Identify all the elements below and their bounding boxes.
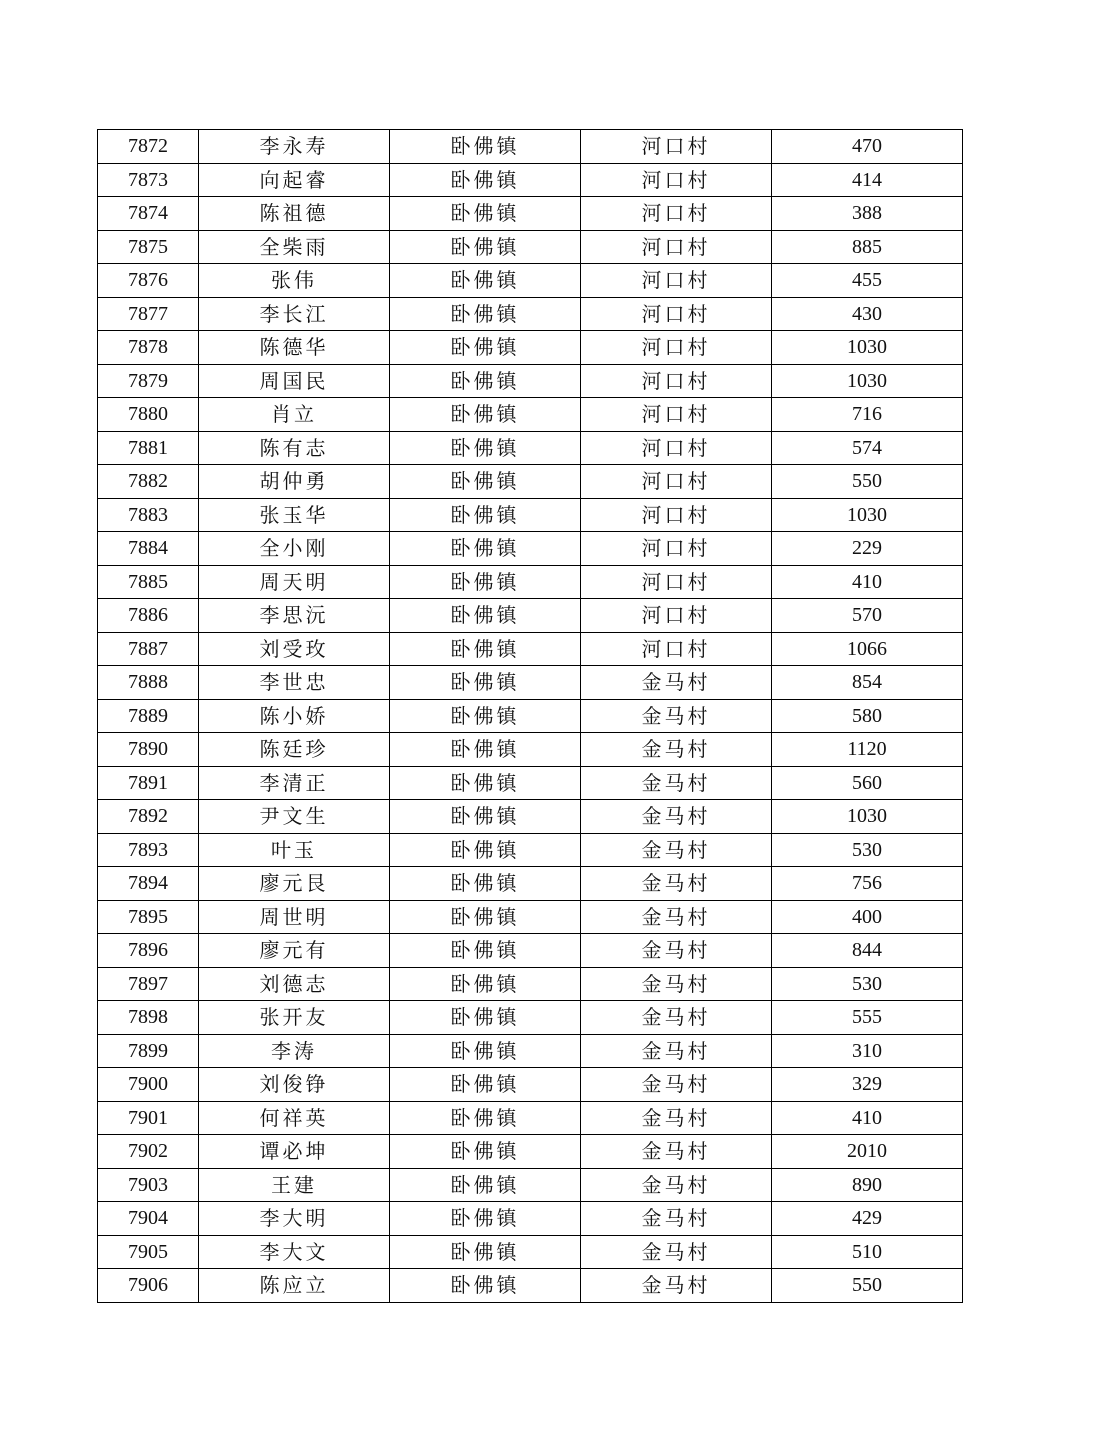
cell-amount: 410 [772, 565, 963, 599]
cell-amount: 1120 [772, 733, 963, 767]
cell-village: 金马村 [581, 1034, 772, 1068]
cell-town: 卧佛镇 [390, 532, 581, 566]
cell-amount: 530 [772, 833, 963, 867]
cell-name: 廖元有 [199, 934, 390, 968]
cell-town: 卧佛镇 [390, 130, 581, 164]
cell-amount: 388 [772, 197, 963, 231]
cell-village: 金马村 [581, 900, 772, 934]
cell-town: 卧佛镇 [390, 1269, 581, 1303]
table-row [98, 1202, 963, 1236]
table-row [98, 733, 963, 767]
cell-name: 张玉华 [199, 498, 390, 532]
cell-village: 金马村 [581, 733, 772, 767]
cell-amount: 455 [772, 264, 963, 298]
table-row [98, 1235, 963, 1269]
cell-id: 7904 [98, 1202, 199, 1236]
cell-amount: 555 [772, 1001, 963, 1035]
cell-id: 7875 [98, 230, 199, 264]
cell-name: 何祥英 [199, 1101, 390, 1135]
table-row [98, 599, 963, 633]
cell-village: 金马村 [581, 666, 772, 700]
cell-town: 卧佛镇 [390, 699, 581, 733]
cell-id: 7885 [98, 565, 199, 599]
cell-town: 卧佛镇 [390, 666, 581, 700]
cell-amount: 429 [772, 1202, 963, 1236]
cell-name: 谭必坤 [199, 1135, 390, 1169]
cell-village: 河口村 [581, 398, 772, 432]
table-row [98, 1101, 963, 1135]
cell-town: 卧佛镇 [390, 197, 581, 231]
cell-amount: 414 [772, 163, 963, 197]
cell-name: 李清正 [199, 766, 390, 800]
cell-town: 卧佛镇 [390, 632, 581, 666]
cell-name: 李大明 [199, 1202, 390, 1236]
cell-id: 7892 [98, 800, 199, 834]
cell-name: 尹文生 [199, 800, 390, 834]
cell-amount: 400 [772, 900, 963, 934]
cell-village: 河口村 [581, 532, 772, 566]
table-row [98, 1269, 963, 1303]
cell-amount: 574 [772, 431, 963, 465]
table-row [98, 1168, 963, 1202]
cell-id: 7902 [98, 1135, 199, 1169]
table-row [98, 1034, 963, 1068]
cell-village: 金马村 [581, 1101, 772, 1135]
cell-town: 卧佛镇 [390, 364, 581, 398]
cell-village: 金马村 [581, 1235, 772, 1269]
cell-village: 金马村 [581, 867, 772, 901]
cell-amount: 329 [772, 1068, 963, 1102]
cell-amount: 844 [772, 934, 963, 968]
cell-id: 7876 [98, 264, 199, 298]
cell-id: 7893 [98, 833, 199, 867]
cell-id: 7894 [98, 867, 199, 901]
cell-id: 7873 [98, 163, 199, 197]
cell-village: 河口村 [581, 599, 772, 633]
cell-id: 7872 [98, 130, 199, 164]
cell-name: 周世明 [199, 900, 390, 934]
cell-town: 卧佛镇 [390, 967, 581, 1001]
cell-name: 李大文 [199, 1235, 390, 1269]
cell-name: 肖立 [199, 398, 390, 432]
table-row [98, 331, 963, 365]
cell-amount: 410 [772, 1101, 963, 1135]
cell-name: 向起睿 [199, 163, 390, 197]
cell-name: 全柴雨 [199, 230, 390, 264]
cell-village: 河口村 [581, 565, 772, 599]
cell-town: 卧佛镇 [390, 565, 581, 599]
cell-id: 7901 [98, 1101, 199, 1135]
table-row [98, 1001, 963, 1035]
cell-amount: 1030 [772, 498, 963, 532]
cell-village: 河口村 [581, 197, 772, 231]
cell-id: 7884 [98, 532, 199, 566]
cell-amount: 716 [772, 398, 963, 432]
cell-name: 张开友 [199, 1001, 390, 1035]
cell-village: 河口村 [581, 431, 772, 465]
cell-id: 7878 [98, 331, 199, 365]
cell-amount: 310 [772, 1034, 963, 1068]
cell-id: 7905 [98, 1235, 199, 1269]
table-row [98, 800, 963, 834]
cell-village: 金马村 [581, 1202, 772, 1236]
cell-name: 陈有志 [199, 431, 390, 465]
cell-village: 河口村 [581, 465, 772, 499]
cell-id: 7888 [98, 666, 199, 700]
cell-id: 7891 [98, 766, 199, 800]
cell-id: 7877 [98, 297, 199, 331]
cell-town: 卧佛镇 [390, 1135, 581, 1169]
cell-town: 卧佛镇 [390, 833, 581, 867]
cell-id: 7903 [98, 1168, 199, 1202]
cell-name: 李涛 [199, 1034, 390, 1068]
cell-id: 7883 [98, 498, 199, 532]
table-row [98, 632, 963, 666]
cell-town: 卧佛镇 [390, 1202, 581, 1236]
cell-name: 王建 [199, 1168, 390, 1202]
cell-id: 7906 [98, 1269, 199, 1303]
cell-village: 金马村 [581, 833, 772, 867]
cell-id: 7897 [98, 967, 199, 1001]
table-row [98, 130, 963, 164]
table-row [98, 934, 963, 968]
cell-village: 河口村 [581, 498, 772, 532]
table-row [98, 900, 963, 934]
cell-village: 河口村 [581, 297, 772, 331]
cell-id: 7882 [98, 465, 199, 499]
cell-village: 金马村 [581, 1269, 772, 1303]
cell-amount: 756 [772, 867, 963, 901]
cell-name: 李永寿 [199, 130, 390, 164]
cell-name: 陈应立 [199, 1269, 390, 1303]
cell-id: 7874 [98, 197, 199, 231]
cell-name: 李长江 [199, 297, 390, 331]
cell-id: 7895 [98, 900, 199, 934]
cell-name: 周国民 [199, 364, 390, 398]
cell-name: 李思沅 [199, 599, 390, 633]
cell-amount: 530 [772, 967, 963, 1001]
cell-village: 金马村 [581, 1068, 772, 1102]
cell-id: 7879 [98, 364, 199, 398]
table-row [98, 867, 963, 901]
data-table [97, 129, 963, 1303]
cell-village: 河口村 [581, 163, 772, 197]
table-row [98, 197, 963, 231]
cell-town: 卧佛镇 [390, 1168, 581, 1202]
table-row [98, 666, 963, 700]
cell-amount: 1066 [772, 632, 963, 666]
cell-village: 河口村 [581, 632, 772, 666]
cell-id: 7886 [98, 599, 199, 633]
cell-amount: 550 [772, 1269, 963, 1303]
cell-name: 陈小娇 [199, 699, 390, 733]
table-row [98, 264, 963, 298]
cell-amount: 580 [772, 699, 963, 733]
cell-id: 7900 [98, 1068, 199, 1102]
cell-town: 卧佛镇 [390, 900, 581, 934]
cell-id: 7896 [98, 934, 199, 968]
cell-name: 刘受玫 [199, 632, 390, 666]
cell-village: 河口村 [581, 364, 772, 398]
cell-name: 周天明 [199, 565, 390, 599]
cell-name: 陈德华 [199, 331, 390, 365]
cell-town: 卧佛镇 [390, 733, 581, 767]
cell-amount: 430 [772, 297, 963, 331]
cell-amount: 570 [772, 599, 963, 633]
cell-town: 卧佛镇 [390, 398, 581, 432]
cell-village: 金马村 [581, 934, 772, 968]
cell-town: 卧佛镇 [390, 163, 581, 197]
cell-name: 叶玉 [199, 833, 390, 867]
cell-village: 河口村 [581, 331, 772, 365]
cell-town: 卧佛镇 [390, 431, 581, 465]
cell-amount: 229 [772, 532, 963, 566]
table-body [98, 130, 963, 1303]
cell-village: 金马村 [581, 699, 772, 733]
cell-name: 李世忠 [199, 666, 390, 700]
cell-town: 卧佛镇 [390, 498, 581, 532]
cell-village: 金马村 [581, 967, 772, 1001]
table-row [98, 398, 963, 432]
table-row [98, 465, 963, 499]
cell-amount: 2010 [772, 1135, 963, 1169]
cell-town: 卧佛镇 [390, 1068, 581, 1102]
cell-town: 卧佛镇 [390, 766, 581, 800]
cell-town: 卧佛镇 [390, 599, 581, 633]
cell-amount: 854 [772, 666, 963, 700]
cell-id: 7899 [98, 1034, 199, 1068]
cell-village: 河口村 [581, 264, 772, 298]
cell-town: 卧佛镇 [390, 1034, 581, 1068]
cell-village: 金马村 [581, 1168, 772, 1202]
table-row [98, 163, 963, 197]
table-row [98, 364, 963, 398]
table-row [98, 532, 963, 566]
cell-town: 卧佛镇 [390, 465, 581, 499]
cell-name: 陈廷珍 [199, 733, 390, 767]
cell-amount: 885 [772, 230, 963, 264]
cell-town: 卧佛镇 [390, 264, 581, 298]
cell-name: 张伟 [199, 264, 390, 298]
cell-village: 金马村 [581, 766, 772, 800]
cell-amount: 560 [772, 766, 963, 800]
cell-amount: 510 [772, 1235, 963, 1269]
table-row [98, 498, 963, 532]
cell-village: 金马村 [581, 1001, 772, 1035]
cell-amount: 1030 [772, 331, 963, 365]
cell-town: 卧佛镇 [390, 1001, 581, 1035]
table-row [98, 967, 963, 1001]
table-row [98, 699, 963, 733]
table-row [98, 431, 963, 465]
cell-name: 胡仲勇 [199, 465, 390, 499]
cell-id: 7889 [98, 699, 199, 733]
cell-town: 卧佛镇 [390, 1235, 581, 1269]
cell-town: 卧佛镇 [390, 867, 581, 901]
table-row [98, 297, 963, 331]
table-row [98, 230, 963, 264]
cell-village: 金马村 [581, 1135, 772, 1169]
cell-name: 廖元艮 [199, 867, 390, 901]
cell-name: 全小刚 [199, 532, 390, 566]
cell-town: 卧佛镇 [390, 800, 581, 834]
cell-id: 7887 [98, 632, 199, 666]
cell-amount: 890 [772, 1168, 963, 1202]
cell-town: 卧佛镇 [390, 297, 581, 331]
cell-id: 7890 [98, 733, 199, 767]
table-row [98, 1135, 963, 1169]
table-row [98, 1068, 963, 1102]
cell-id: 7898 [98, 1001, 199, 1035]
cell-name: 刘德志 [199, 967, 390, 1001]
cell-name: 陈祖德 [199, 197, 390, 231]
cell-town: 卧佛镇 [390, 230, 581, 264]
table-row [98, 565, 963, 599]
cell-village: 金马村 [581, 800, 772, 834]
cell-amount: 470 [772, 130, 963, 164]
cell-town: 卧佛镇 [390, 934, 581, 968]
cell-name: 刘俊铮 [199, 1068, 390, 1102]
table-row [98, 833, 963, 867]
cell-amount: 1030 [772, 800, 963, 834]
cell-id: 7880 [98, 398, 199, 432]
cell-town: 卧佛镇 [390, 331, 581, 365]
cell-amount: 550 [772, 465, 963, 499]
cell-id: 7881 [98, 431, 199, 465]
cell-town: 卧佛镇 [390, 1101, 581, 1135]
cell-amount: 1030 [772, 364, 963, 398]
cell-village: 河口村 [581, 230, 772, 264]
table-row [98, 766, 963, 800]
cell-village: 河口村 [581, 130, 772, 164]
